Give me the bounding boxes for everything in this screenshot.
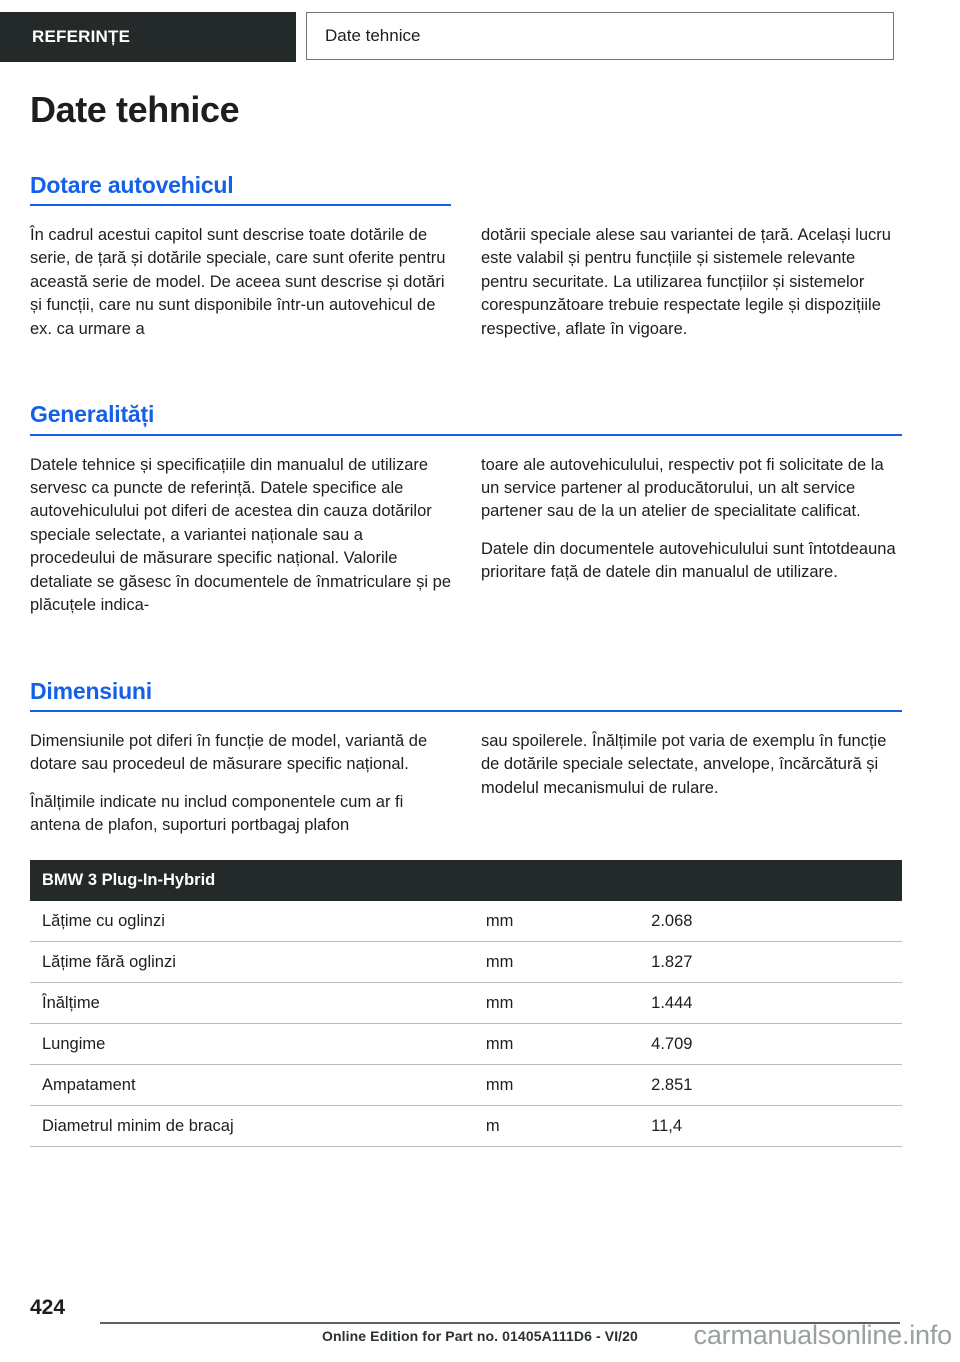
table-cell-name: Lățime fără oglinzi xyxy=(30,941,474,982)
table-cell-name: Lățime cu oglinzi xyxy=(30,901,474,942)
paragraph: sau spoilerele. Înălțimile pot varia de exemplu în funcție de dotările speciale selectate, anvelope, încărcătură și modelul mecanismului de rulare. xyxy=(481,731,887,797)
section-rule xyxy=(30,434,902,436)
site-watermark: carmanualsonline.info xyxy=(693,1320,952,1350)
column-right xyxy=(481,730,902,838)
paragraph: În cadrul acestui capitol sunt descrise toate dotările de serie, de țară și dotările speciale, care sunt oferite pentru această serie de model. De aceea sunt descrise și dotări și funcții, care nu sunt disponibile într-un autovehicul de ex. ca urmare a xyxy=(30,226,446,338)
paragraph: Datele tehnice și specificațiile din manualul de utilizare servesc ca puncte de referință. Datele specifice ale autovehiculului pot diferi de acestea din cauza dotărilor speciale selectate, a variantei naționale sau a procedeului de măsurare specific național. Valorile detaliate se găsesc în documentele de înmatriculare și pe plăcuțele indica- xyxy=(30,455,451,615)
column-right xyxy=(481,224,902,341)
table-cell-value: 1.444 xyxy=(639,982,902,1023)
table-cell-name: Ampatament xyxy=(30,1064,474,1105)
table-row xyxy=(30,901,902,942)
table-title: BMW 3 Plug-In-Hybrid xyxy=(30,860,902,901)
header-section-box xyxy=(306,12,894,60)
section-rule xyxy=(30,710,902,712)
paragraph: Înălțimile indicate nu includ componentele cum ar fi antena de plafon, suporturi portbagaj plafon xyxy=(30,792,404,835)
paragraph: toare ale autovehiculului, respectiv pot fi solicitate de la un service partener al producătorului, un alt service partener sau de la un atelier de specialitate calificat. xyxy=(481,455,884,521)
section-gap xyxy=(30,367,902,401)
table-cell-unit: m xyxy=(474,1105,639,1146)
edition-note: Online Edition for Part no. 01405A111D6 - VI/20 xyxy=(322,1328,638,1344)
table-cell-unit: mm xyxy=(474,1064,639,1105)
column-left xyxy=(30,730,451,838)
table-cell-name: Lungime xyxy=(30,1023,474,1064)
page-number: 424 xyxy=(30,1296,66,1319)
table-row xyxy=(30,1105,902,1146)
table-cell-unit: mm xyxy=(474,941,639,982)
table-cell-value: 1.827 xyxy=(639,941,902,982)
section-generalitati xyxy=(30,401,902,617)
table-row xyxy=(30,941,902,982)
table-cell-unit: mm xyxy=(474,901,639,942)
page-title: Date tehnice xyxy=(30,89,240,130)
table-cell-name: Diametrul minim de bracaj xyxy=(30,1105,474,1146)
column-left xyxy=(30,224,451,341)
table-row xyxy=(30,1064,902,1105)
page-content xyxy=(30,90,902,1173)
section-heading: Generalități xyxy=(30,401,155,428)
section-gap xyxy=(30,644,902,678)
column-left xyxy=(30,454,451,618)
paragraph: Dimensiunile pot diferi în funcție de model, variantă de dotare sau procedeul de măsurare specific național. xyxy=(30,731,428,774)
section-columns xyxy=(30,730,902,838)
section-dotare-autovehicul xyxy=(30,172,902,342)
table-cell-unit: mm xyxy=(474,982,639,1023)
table-body xyxy=(30,901,902,1147)
section-heading: Dotare autovehicul xyxy=(30,171,234,198)
section-columns xyxy=(30,224,902,341)
table-row xyxy=(30,982,902,1023)
table-head xyxy=(30,860,902,901)
paragraph: Datele din documentele autovehiculului sunt întotdeauna prioritare față de datele din manualul de utilizare. xyxy=(481,539,896,582)
header-section-label: Date tehnice xyxy=(325,26,421,45)
section-columns xyxy=(30,454,902,618)
table-cell-value: 2.851 xyxy=(639,1064,902,1105)
running-header xyxy=(0,12,960,62)
table-cell-value: 2.068 xyxy=(639,901,902,942)
header-chapter-label: REFERINȚE xyxy=(32,27,131,46)
table-row xyxy=(30,1023,902,1064)
column-right xyxy=(481,454,902,618)
table-cell-value: 4.709 xyxy=(639,1023,902,1064)
section-rule xyxy=(30,204,451,206)
table-cell-name: Înălțime xyxy=(30,982,474,1023)
specification-table xyxy=(30,860,902,1147)
section-dimensiuni xyxy=(30,678,902,1147)
section-heading: Dimensiuni xyxy=(30,677,152,704)
table-cell-unit: mm xyxy=(474,1023,639,1064)
table-header-row xyxy=(30,860,902,901)
page-footer xyxy=(0,1292,960,1362)
header-chapter-box xyxy=(0,12,296,62)
table-cell-value: 11,4 xyxy=(639,1105,902,1146)
paragraph: dotării speciale alese sau variantei de țară. Același lucru este valabil și pentru funcțiile și sistemele relevante pentru securitate. La utilizarea funcțiilor și sistemelor corespunzătoare trebuie respectate legile și dispozițiile respective, aflate în vigoare. xyxy=(481,226,891,338)
